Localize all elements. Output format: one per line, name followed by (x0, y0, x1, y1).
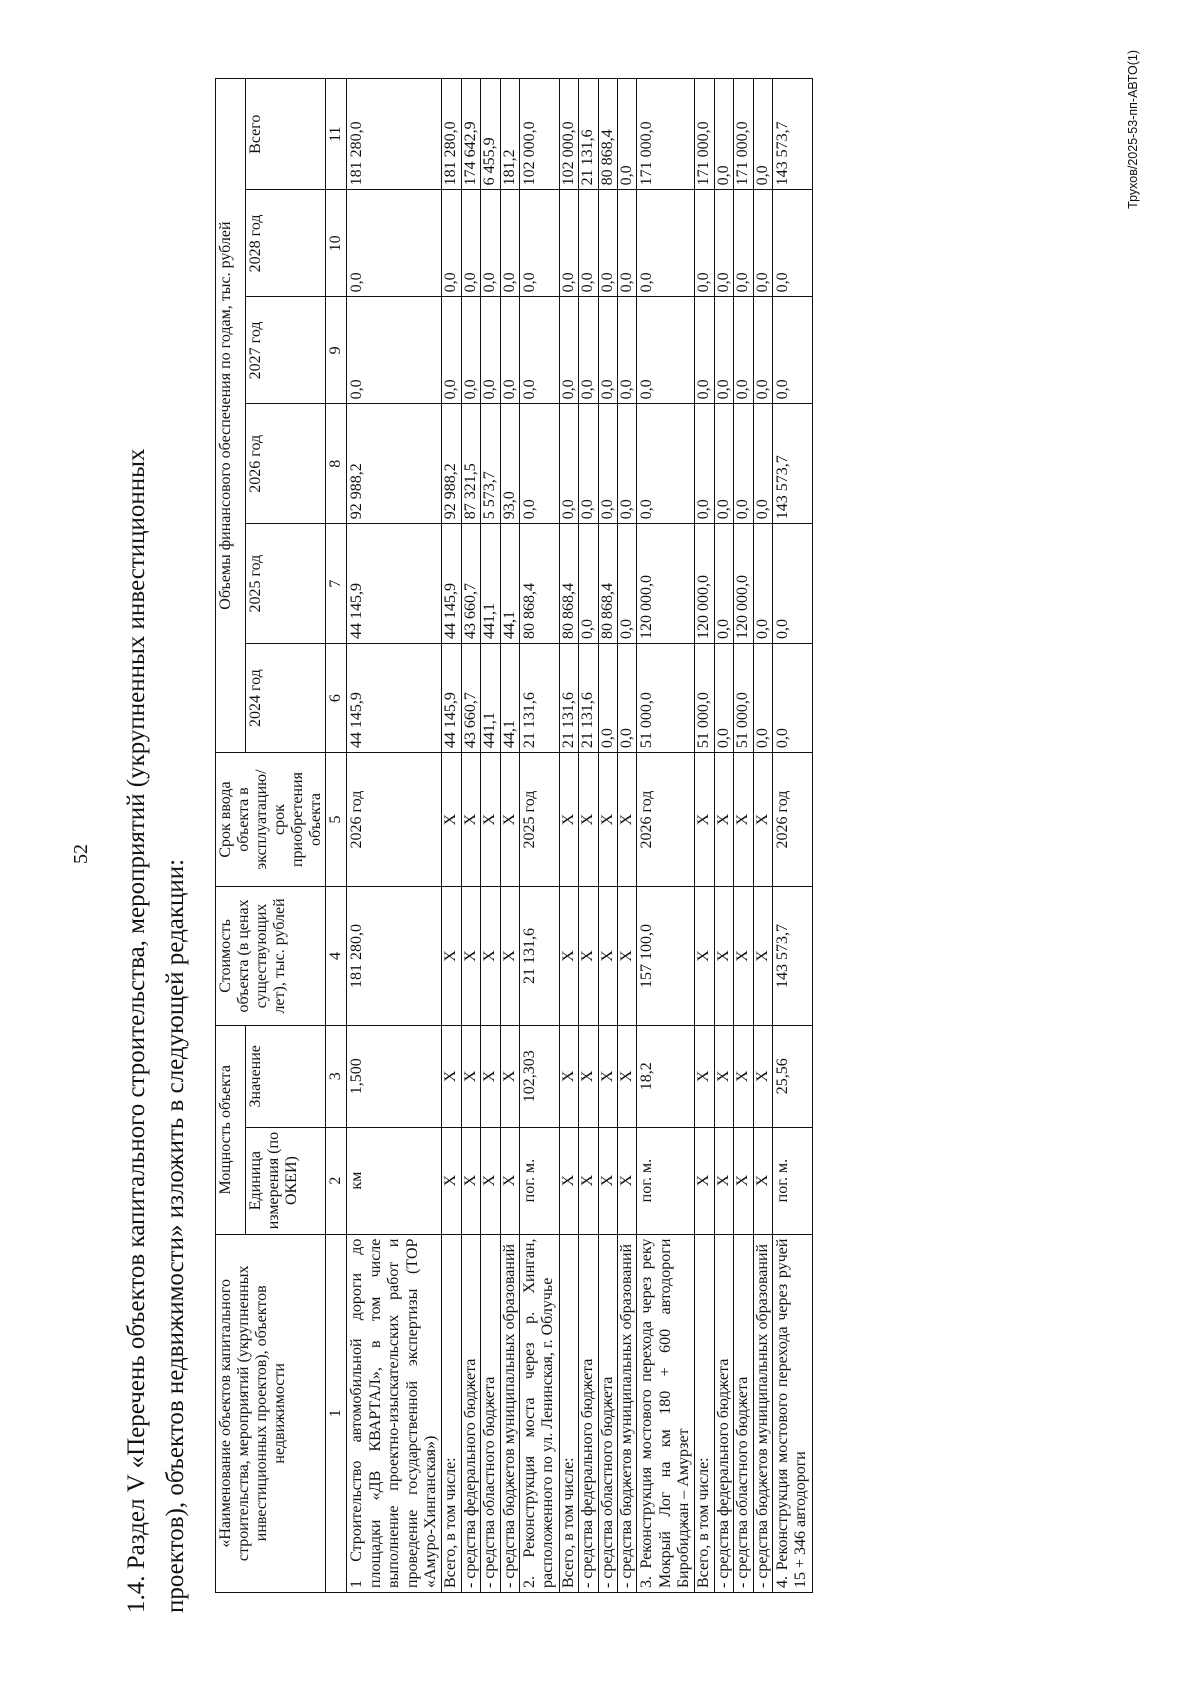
column-number: 11 (326, 79, 347, 190)
column-number: 5 (326, 753, 347, 887)
table-cell: 0,0 (500, 190, 519, 297)
table-cell: 6 455,9 (481, 79, 500, 190)
header-capacity: Мощность объекта (216, 1025, 246, 1234)
table-cell: Х (753, 753, 772, 887)
table-cell: Х (442, 1025, 461, 1127)
table-cell: Х (753, 1025, 772, 1127)
table-cell: 21 131,6 (579, 79, 598, 190)
table-cell: Х (442, 886, 461, 1025)
table-cell: 0,0 (347, 190, 442, 297)
funding-row (500, 79, 519, 1593)
table-cell: Х (695, 886, 714, 1025)
table-cell: Х (695, 1025, 714, 1127)
row-name-cell: 4. Реконструкция мостового перехода через ручей 15 + 346 автодороги (773, 1234, 813, 1592)
table-cell: 0,0 (559, 190, 578, 297)
row-name-cell: - средства бюджетов муниципальных образований (753, 1234, 772, 1592)
table-cell: 0,0 (598, 644, 617, 753)
table-cell: 0,0 (617, 644, 636, 753)
table-cell: 0,0 (617, 79, 636, 190)
table-cell: 181 280,0 (347, 886, 442, 1025)
table-cell: пог. м. (773, 1127, 813, 1234)
table-cell: 0,0 (519, 404, 559, 524)
table-cell: Х (481, 1025, 500, 1127)
header-year: 2027 год (245, 297, 326, 404)
column-number: 6 (326, 644, 347, 753)
table-cell: Х (500, 753, 519, 887)
header-cost: Стоимость объекта (в ценах существующих лет), тыс. рублей (216, 886, 326, 1025)
table-cell: Х (461, 1025, 480, 1127)
table-cell: пог. м. (637, 1127, 695, 1234)
table-cell: Х (461, 886, 480, 1025)
table-cell: 0,0 (734, 297, 753, 404)
table-body (347, 79, 812, 1593)
header-name: «Наименование объектов капитального строительства, мероприятий (укрупненных инвестиционных проектов), объектов недвижимости (216, 1234, 326, 1592)
object-row (519, 79, 559, 1593)
table-cell: 44,1 (500, 524, 519, 644)
table-cell: 87 321,5 (461, 404, 480, 524)
table-cell: 181,2 (500, 79, 519, 190)
table-cell: 21 131,6 (519, 886, 559, 1025)
table-cell: Х (481, 1127, 500, 1234)
table-cell: Х (579, 1127, 598, 1234)
table-cell: 0,0 (637, 190, 695, 297)
row-name-cell: - средства федерального бюджета (714, 1234, 733, 1592)
table-cell: 181 280,0 (347, 79, 442, 190)
table-cell: 51 000,0 (637, 644, 695, 753)
table-cell: 0,0 (481, 190, 500, 297)
table-cell: Х (598, 1127, 617, 1234)
funding-row (734, 79, 753, 1593)
table-cell: 0,0 (500, 297, 519, 404)
table-cell: Х (500, 1127, 519, 1234)
table-cell: 44 145,9 (347, 644, 442, 753)
column-number: 2 (326, 1127, 347, 1234)
table-cell: 181 280,0 (442, 79, 461, 190)
table-cell: 21 131,6 (519, 644, 559, 753)
header-funding: Объемы финансового обеспечения по годам, тыс. рублей (216, 79, 246, 753)
table-cell: 44 145,9 (442, 644, 461, 753)
table-cell: Х (442, 1127, 461, 1234)
table-cell: 5 573,7 (481, 404, 500, 524)
table-cell: Х (617, 1025, 636, 1127)
table-cell: 0,0 (637, 297, 695, 404)
table-cell: 0,0 (617, 190, 636, 297)
table-cell: 44 145,9 (347, 524, 442, 644)
table-cell: Х (598, 886, 617, 1025)
table-cell: 0,0 (695, 404, 714, 524)
table-cell: 0,0 (695, 297, 714, 404)
capital-objects-table (215, 78, 813, 1593)
funding-row (481, 79, 500, 1593)
funding-row (579, 79, 598, 1593)
table-cell: Х (598, 1025, 617, 1127)
table-cell: 0,0 (773, 190, 813, 297)
table-cell: 51 000,0 (734, 644, 753, 753)
table-cell: 0,0 (579, 190, 598, 297)
column-number: 3 (326, 1025, 347, 1127)
table-cell: 0,0 (559, 297, 578, 404)
table-cell: 102 000,0 (519, 79, 559, 190)
row-name-cell: - средства областного бюджета (734, 1234, 753, 1592)
table-cell: 120 000,0 (734, 524, 753, 644)
table-cell: 143 573,7 (773, 886, 813, 1025)
object-row (773, 79, 813, 1593)
table-cell: 0,0 (714, 297, 733, 404)
table-cell: 0,0 (753, 404, 772, 524)
row-name-cell: - средства бюджетов муниципальных образований (617, 1234, 636, 1592)
table-cell: Х (695, 1127, 714, 1234)
table-cell: 0,0 (753, 524, 772, 644)
table-cell: 0,0 (714, 79, 733, 190)
table-cell: Х (617, 1127, 636, 1234)
table-cell: 0,0 (637, 404, 695, 524)
heading-line: проектов), объектов недвижимости» изложить в следующей редакции: (161, 858, 189, 1613)
table-cell: 0,0 (559, 404, 578, 524)
funding-row (598, 79, 617, 1593)
table-cell: 0,0 (598, 190, 617, 297)
table-cell: Х (559, 1127, 578, 1234)
table-cell: 0,0 (773, 644, 813, 753)
table-cell: 0,0 (773, 524, 813, 644)
row-name-cell: Всего, в том числе: (559, 1234, 578, 1592)
table-cell: 43 660,7 (461, 644, 480, 753)
table-cell: 0,0 (695, 190, 714, 297)
table-cell: Х (559, 753, 578, 887)
table-cell: 102,303 (519, 1025, 559, 1127)
table-cell: Х (500, 1025, 519, 1127)
heading-line: 1.4. Раздел V «Перечень объектов капитального строительства, мероприятий (укрупненных инвестиционных (123, 448, 150, 1613)
table-cell: Х (559, 886, 578, 1025)
table-cell: Х (461, 1127, 480, 1234)
table-cell: 0,0 (598, 404, 617, 524)
table-cell: Х (734, 1025, 753, 1127)
table-cell: 0,0 (519, 190, 559, 297)
table-cell: 174 642,9 (461, 79, 480, 190)
table-cell: Х (734, 1127, 753, 1234)
table-cell: 0,0 (714, 404, 733, 524)
capital-objects-table-container (215, 78, 813, 1593)
table-cell: Х (579, 1025, 598, 1127)
table-cell: Х (695, 753, 714, 887)
header-year: 2024 год (245, 644, 326, 753)
table-cell: Х (714, 1025, 733, 1127)
funding-row (559, 79, 578, 1593)
header-term: Срок ввода объекта в эксплуатацию/ срок приобретения объекта (216, 753, 326, 887)
object-row (637, 79, 695, 1593)
header-value: Значение (245, 1025, 326, 1127)
table-cell: 0,0 (617, 404, 636, 524)
table-cell: 171 000,0 (695, 79, 714, 190)
table-cell: 2025 год (519, 753, 559, 887)
table-cell: 143 573,7 (773, 404, 813, 524)
table-cell: 43 660,7 (461, 524, 480, 644)
header-unit: Единица измерения (по ОКЕИ) (245, 1127, 326, 1234)
table-cell: Х (481, 753, 500, 887)
table-cell: 0,0 (461, 297, 480, 404)
column-number: 7 (326, 524, 347, 644)
table-cell: 0,0 (734, 190, 753, 297)
table-cell: 0,0 (598, 297, 617, 404)
table-cell: 92 988,2 (442, 404, 461, 524)
table-cell: 0,0 (617, 297, 636, 404)
table-cell: Х (579, 753, 598, 887)
column-number: 8 (326, 404, 347, 524)
column-number-row (326, 79, 347, 1593)
table-cell: 80 868,4 (598, 79, 617, 190)
table-cell: 171 000,0 (637, 79, 695, 190)
row-name-cell: - средства областного бюджета (598, 1234, 617, 1592)
table-cell: км (347, 1127, 442, 1234)
table-cell: 80 868,4 (598, 524, 617, 644)
table-cell: 0,0 (481, 297, 500, 404)
table-cell: 44,1 (500, 644, 519, 753)
table-cell: 143 573,7 (773, 79, 813, 190)
row-name-cell: 2. Реконструкция моста через р. Хинган, расположенного по ул. Ленинская, г. Облучье (519, 1234, 559, 1592)
table-cell: 171 000,0 (734, 79, 753, 190)
table-cell: 2026 год (347, 753, 442, 887)
funding-row (442, 79, 461, 1593)
funding-row (695, 79, 714, 1593)
header-year: 2026 год (245, 404, 326, 524)
table-cell: пог. м. (519, 1127, 559, 1234)
table-cell: Х (734, 753, 753, 887)
table-cell: 51 000,0 (695, 644, 714, 753)
table-cell: 2026 год (773, 753, 813, 887)
table-cell: Х (579, 886, 598, 1025)
table-cell: Х (714, 886, 733, 1025)
table-cell: 0,0 (617, 524, 636, 644)
funding-row (753, 79, 772, 1593)
table-cell: Х (617, 886, 636, 1025)
table-cell: 2026 год (637, 753, 695, 887)
table-cell: Х (617, 753, 636, 887)
row-name-cell: - средства федерального бюджета (579, 1234, 598, 1592)
page-number: 52 (70, 844, 92, 864)
table-cell: 0,0 (714, 644, 733, 753)
row-name-cell: Всего, в том числе: (695, 1234, 714, 1592)
table-cell: Х (598, 753, 617, 887)
table-cell: Х (500, 886, 519, 1025)
table-cell: 25,56 (773, 1025, 813, 1127)
funding-row (461, 79, 480, 1593)
table-cell: 0,0 (579, 404, 598, 524)
table-cell: 0,0 (579, 524, 598, 644)
table-cell: Х (481, 886, 500, 1025)
funding-row (714, 79, 733, 1593)
table-cell: 80 868,4 (519, 524, 559, 644)
row-name-cell: Всего, в том числе: (442, 1234, 461, 1592)
table-cell: 0,0 (753, 79, 772, 190)
table-cell: 0,0 (461, 190, 480, 297)
table-cell: 102 000,0 (559, 79, 578, 190)
table-cell: Х (461, 753, 480, 887)
table-cell: 0,0 (753, 644, 772, 753)
table-cell: Х (734, 886, 753, 1025)
column-number: 9 (326, 297, 347, 404)
header-year: 2028 год (245, 190, 326, 297)
funding-row (617, 79, 636, 1593)
table-cell: 120 000,0 (637, 524, 695, 644)
table-cell: Х (753, 1127, 772, 1234)
column-number: 1 (326, 1234, 347, 1592)
row-name-cell: - средства федерального бюджета (461, 1234, 480, 1592)
object-row (347, 79, 442, 1593)
table-cell: 18,2 (637, 1025, 695, 1127)
table-cell: 0,0 (442, 190, 461, 297)
table-cell: 120 000,0 (695, 524, 714, 644)
table-cell: 80 868,4 (559, 524, 578, 644)
table-cell: 93,0 (500, 404, 519, 524)
table-cell: 0,0 (734, 404, 753, 524)
table-cell: 0,0 (442, 297, 461, 404)
row-name-cell: 1 Строительство автомобильной дороги до площадки «ДВ КВАРТАЛ», в том числе выполнение проектно-изыскательских работ и проведение государственной экспертизы (ТОР «Амуро-Хинганская») (347, 1234, 442, 1592)
table-cell: Х (714, 1127, 733, 1234)
table-cell: 441,1 (481, 644, 500, 753)
table-cell: Х (442, 753, 461, 887)
table-cell: 0,0 (347, 297, 442, 404)
table-cell: 0,0 (753, 190, 772, 297)
table-cell: 92 988,2 (347, 404, 442, 524)
table-cell: 441,1 (481, 524, 500, 644)
table-cell: 0,0 (714, 190, 733, 297)
header-total: Всего (245, 79, 326, 190)
table-cell: 0,0 (579, 297, 598, 404)
table-cell: 1,500 (347, 1025, 442, 1127)
row-name-cell: 3. Реконструкция мостового перехода через реку Мокрый Лог на км 180 + 600 автодороги Биробиджан – Амурзет (637, 1234, 695, 1592)
table-cell: 0,0 (519, 297, 559, 404)
column-number: 10 (326, 190, 347, 297)
column-number: 4 (326, 886, 347, 1025)
table-cell: Х (559, 1025, 578, 1127)
document-stamp: Трухов/2025-53-пп-АВТО(1) (1126, 50, 1140, 209)
table-cell: Х (714, 753, 733, 887)
table-cell: 21 131,6 (579, 644, 598, 753)
section-heading (118, 83, 196, 1613)
table-cell: Х (753, 886, 772, 1025)
table-cell: 21 131,6 (559, 644, 578, 753)
row-name-cell: - средства областного бюджета (481, 1234, 500, 1592)
table-cell: 0,0 (773, 297, 813, 404)
row-name-cell: - средства бюджетов муниципальных образований (500, 1234, 519, 1592)
table-cell: 44 145,9 (442, 524, 461, 644)
table-cell: 0,0 (753, 297, 772, 404)
header-year: 2025 год (245, 524, 326, 644)
table-cell: 0,0 (714, 524, 733, 644)
table-cell: 157 100,0 (637, 886, 695, 1025)
